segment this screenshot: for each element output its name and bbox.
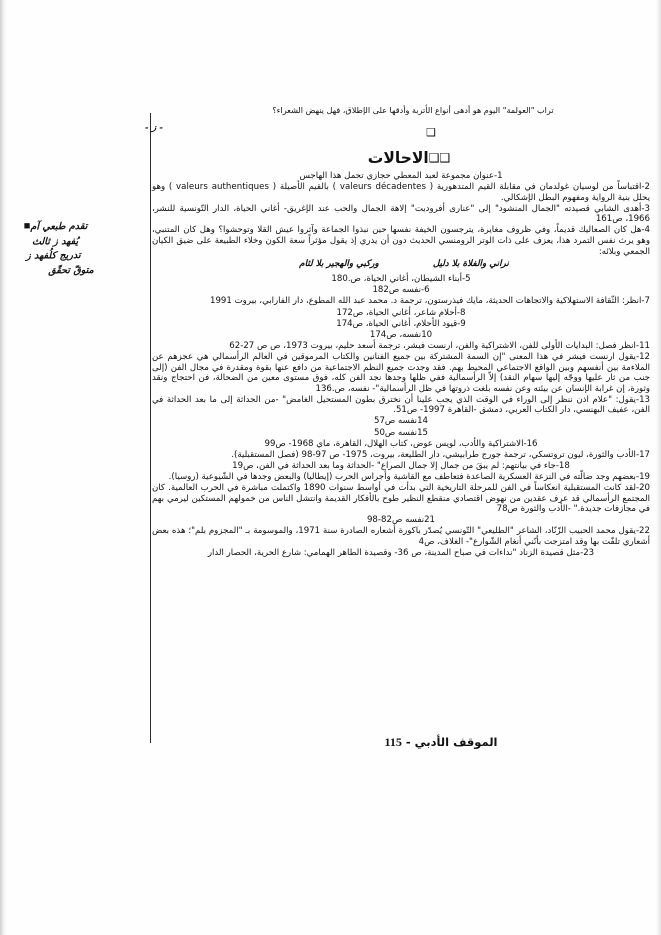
reference-item <box>152 439 650 450</box>
reference-number: 15 <box>417 427 428 438</box>
reference-text: نفسه ص82-98 <box>366 515 425 526</box>
reference-item <box>152 450 650 461</box>
handwritten-margin-note <box>22 217 145 278</box>
section-title <box>152 148 650 168</box>
reference-item <box>152 296 650 307</box>
reference-text: يقول محمد الحبيب الزّنّاد، الشاعر "الطليعي" التّونسي يُصدّر باكورة أشعاره الصادرة سنة 1971، والموسومة بـ "المجزوم بلم"؛ هذه بعض أشعاري تلفّت بها وقد امتزجت بأنّني أنغام الشّوارع"- الغلاف، ص4 <box>152 526 650 547</box>
reference-text: عنوان مجموعة لعبد المعطي حجازي تحمل هذا الهاجس <box>299 171 494 181</box>
square-ornament-icon: ❑ <box>426 126 436 139</box>
reference-item <box>152 461 650 472</box>
reference-number: 23- <box>580 548 595 559</box>
reference-number: 4- <box>641 225 650 236</box>
reference-text: نفسه ص57 <box>373 416 418 427</box>
reference-item <box>152 341 650 352</box>
reference-text: انظر: الثّقافة الاستهلاكية والاتجاهات الحديثة، مايك فيذرستون، ترجمة د. محمد عبد الله المطوع، دار الفارابي، بيروت 1991 <box>209 296 642 307</box>
reference-item <box>152 274 650 285</box>
reference-item <box>152 308 650 319</box>
verse-hemistich-right: نراني والفلاة بلا دليل <box>432 259 509 270</box>
main-text-block <box>145 104 650 559</box>
journal-name: الموقف الأدبي - <box>405 735 498 749</box>
reference-text: بعضهم وجد ضالّته في النزعة العسكرية الصاعدة فتعاطف مع القاشية وأجراس الحرب (إيطاليا) والبعض وجدها في الشّيوعية (روسيا). <box>168 471 636 482</box>
reference-item <box>152 416 650 427</box>
reference-item <box>152 285 650 296</box>
reference-text: اقتباساً من لوسيان غولدمان في مقابلة القيم المتدهورية ( valeurs décadentes ) بالقيم الأصيلة ( valeurs authentiques ) وهو يحلل بنية الرواية ومفهوم البطل الإشكالي. <box>152 182 650 203</box>
section-title-label: الاحالات <box>367 149 429 167</box>
reference-item <box>152 472 650 483</box>
reference-number: 5- <box>462 274 471 285</box>
poetry-verse <box>152 258 650 271</box>
reference-number: 12- <box>635 351 650 362</box>
reference-item <box>152 319 650 330</box>
reference-text: نفسه ص182 <box>372 285 421 296</box>
scan-edge-left <box>0 0 7 935</box>
reference-number: 10 <box>421 329 433 340</box>
verse-hemistich-left: وركبي والهجير بلا لثام <box>299 259 379 270</box>
reference-number: 7- <box>641 296 650 307</box>
reference-item <box>152 515 650 526</box>
reference-item <box>152 182 650 203</box>
reference-text: يقول ارنست فيشر في هذا المعنى "إن السمة المشتركة بين جميع الفنانين والكتاب المرموقين في العالم الرأسمالي هي عجزهم عن الملاءمة بين أنفسهم وبين الواقع الاجتماعي المحيط بهم. فقد وجدت جميع النظم الاجتماعية من دافع عنها بقوة ومقدرة في مجال الفن (إلى جنب من ثار عليها ووجّه إليها سهام النقد) إلاّ الرأسمالية ففي ظلها وحدها نجد الفن كله، فوق مستوى معين من الضحالة، فن احتجاج ونقد وثورة، إن غرابة الإنسان عن بيئته وعن نفسه بلغت ذروتها في ظل الرأسمالية"- نفسه، ص.136 <box>152 351 650 394</box>
reference-number: 1- <box>493 171 503 181</box>
reference-item <box>152 483 650 515</box>
reference-item <box>152 171 650 182</box>
reference-number: 17- <box>635 449 650 460</box>
reference-number: 16- <box>523 438 538 449</box>
reference-text: قيود الأحلام، أغاني الحياة، ص174 <box>336 318 458 329</box>
reference-item <box>152 352 650 394</box>
author-signature: - ز - <box>145 123 164 133</box>
reference-number: 2- <box>641 182 650 193</box>
reference-item <box>152 225 650 257</box>
page-number: 115 <box>384 735 402 749</box>
reference-item <box>152 428 650 439</box>
reference-number: 3- <box>641 203 650 214</box>
reference-text: هل كان الصعاليك قديماً، وفي ظروف مغايرة، يترجسون الخيفة نفسها حين نبذوا الجماعة وآثروا عيش القلا وتوحشوا؟ وهل كان المتنبي، وهو يرث نفس التمرد هذا، يعزف على ذات الوتر الرومنسي الحديث دون أن يدري إذ يقول مؤثراً سعة الكون وخلاء الطبيعة على ضيق الكيان الجمعي وبلائه: <box>152 225 650 257</box>
reference-text: يقول: "علام اذن ننظر إلى الوراء في الوقت الذي يجب علينا أن نخترق بطون المستحيل الغامض" -من الحداثة إلى ما بعد الحداثة في الفن، عفيف البهنسي، دار الكتاب العربي، دمشق -القاهرة 1997- ص51. <box>152 394 650 416</box>
reference-number: 18- <box>555 460 570 471</box>
reference-text: انظر فصل: البدايات الأولى للفن، الاشتراكية والفن، ارنست فيشر، ترجمة أسعد حليم، بيروت 1973، ص ص 27-62 <box>229 340 636 351</box>
reference-number: 8- <box>456 307 466 318</box>
reference-number: 22- <box>635 526 650 537</box>
reference-number: 20- <box>635 483 650 494</box>
reference-text: مثل قصيدة الزناد "نداءات في صباح المدينة، ص 36- وقصيدة الطاهر الهمامي: شارع الحرية، الحصار الدار <box>207 548 581 559</box>
page-footer <box>152 735 661 750</box>
reference-number: 9- <box>457 318 466 329</box>
reference-text: نفسه ص50 <box>373 427 418 438</box>
double-square-icon: ❑❑ <box>428 151 451 165</box>
column-vertical-rule <box>150 113 151 743</box>
references-list <box>152 171 650 559</box>
margin-note-line-3: تدريج كلُفهد ز <box>26 250 81 262</box>
reference-item <box>152 548 650 559</box>
reference-item <box>152 526 650 547</box>
reference-text: الأدب والثورة، ليون تروتسكي، ترجمة جورج طرابيشي، دار الطليعة، بيروت، 1975- ص 97-98 (فصل المستقبلية). <box>231 449 636 460</box>
reference-item <box>152 330 650 341</box>
reference-number: 21 <box>424 515 436 526</box>
reference-text: الاشتراكية والأدب، لويس عوض، كتاب الهلال، القاهرة، ماي 1968- ص99 <box>264 438 524 449</box>
margin-note-line-4: متوقّ تحقّق <box>48 264 94 276</box>
reference-text: أبناء الشيطان، أغاني الحياة، ص.180 <box>331 274 463 285</box>
margin-note-bullet-icon: ■ <box>23 221 31 230</box>
margin-note-line-2: يُفهد ز ثالث <box>31 235 79 248</box>
reference-number: 13- <box>635 394 650 405</box>
reference-item <box>152 395 650 416</box>
reference-text: نفسه، ص174 <box>369 329 422 340</box>
article-closing-line: تراب "العولمة" اليوم هو أدهى أنواع الأتربة وأدقها على الإطلاق، فهل ينهض الشعراء؟ <box>272 105 554 115</box>
reference-text: جاء في بيانتهم: لم يبقَ من جمال إلا جمال الصراع" -الحداثة وما بعد الحداثة في الفن، ص19 <box>232 460 556 471</box>
reference-number: 19- <box>635 471 650 482</box>
scan-edge-right <box>656 0 661 935</box>
margin-note-line-1: تقدم طبعي آم <box>30 220 88 233</box>
reference-text: أحلام شاعر، أغاني الحياة، ص172 <box>336 307 457 318</box>
reference-text: لقد كانت المستقبلية انعكاساً في الفن للمرحلة التاريخية التي بدأت في أواسط سنوات 1890 واكتملت مباشرة في الحرب العالمية. كان المجتمع الرأسمالي قد عرف عقدين من نهوض اقتصادي منقطع النظير طوح بالأفكار القديمة وانتشل الناس من خمولهم المستكين ليرمي بهم في مجازفات جديدة." -الأدب والثورة ص78 <box>152 483 650 515</box>
reference-number: 11- <box>635 340 650 351</box>
reference-number: 6- <box>420 285 430 296</box>
reference-item <box>152 204 650 225</box>
reference-number: 14 <box>417 416 428 427</box>
reference-text: أهدى الشابي قصيدته "الجمال المنشود" إلى "عنارى أفروديت" إلاهة الجمال والحب عند الإغريق- أغاني الحياة، الدار التّونسية للنشر، 1966، ص161 <box>152 203 650 225</box>
